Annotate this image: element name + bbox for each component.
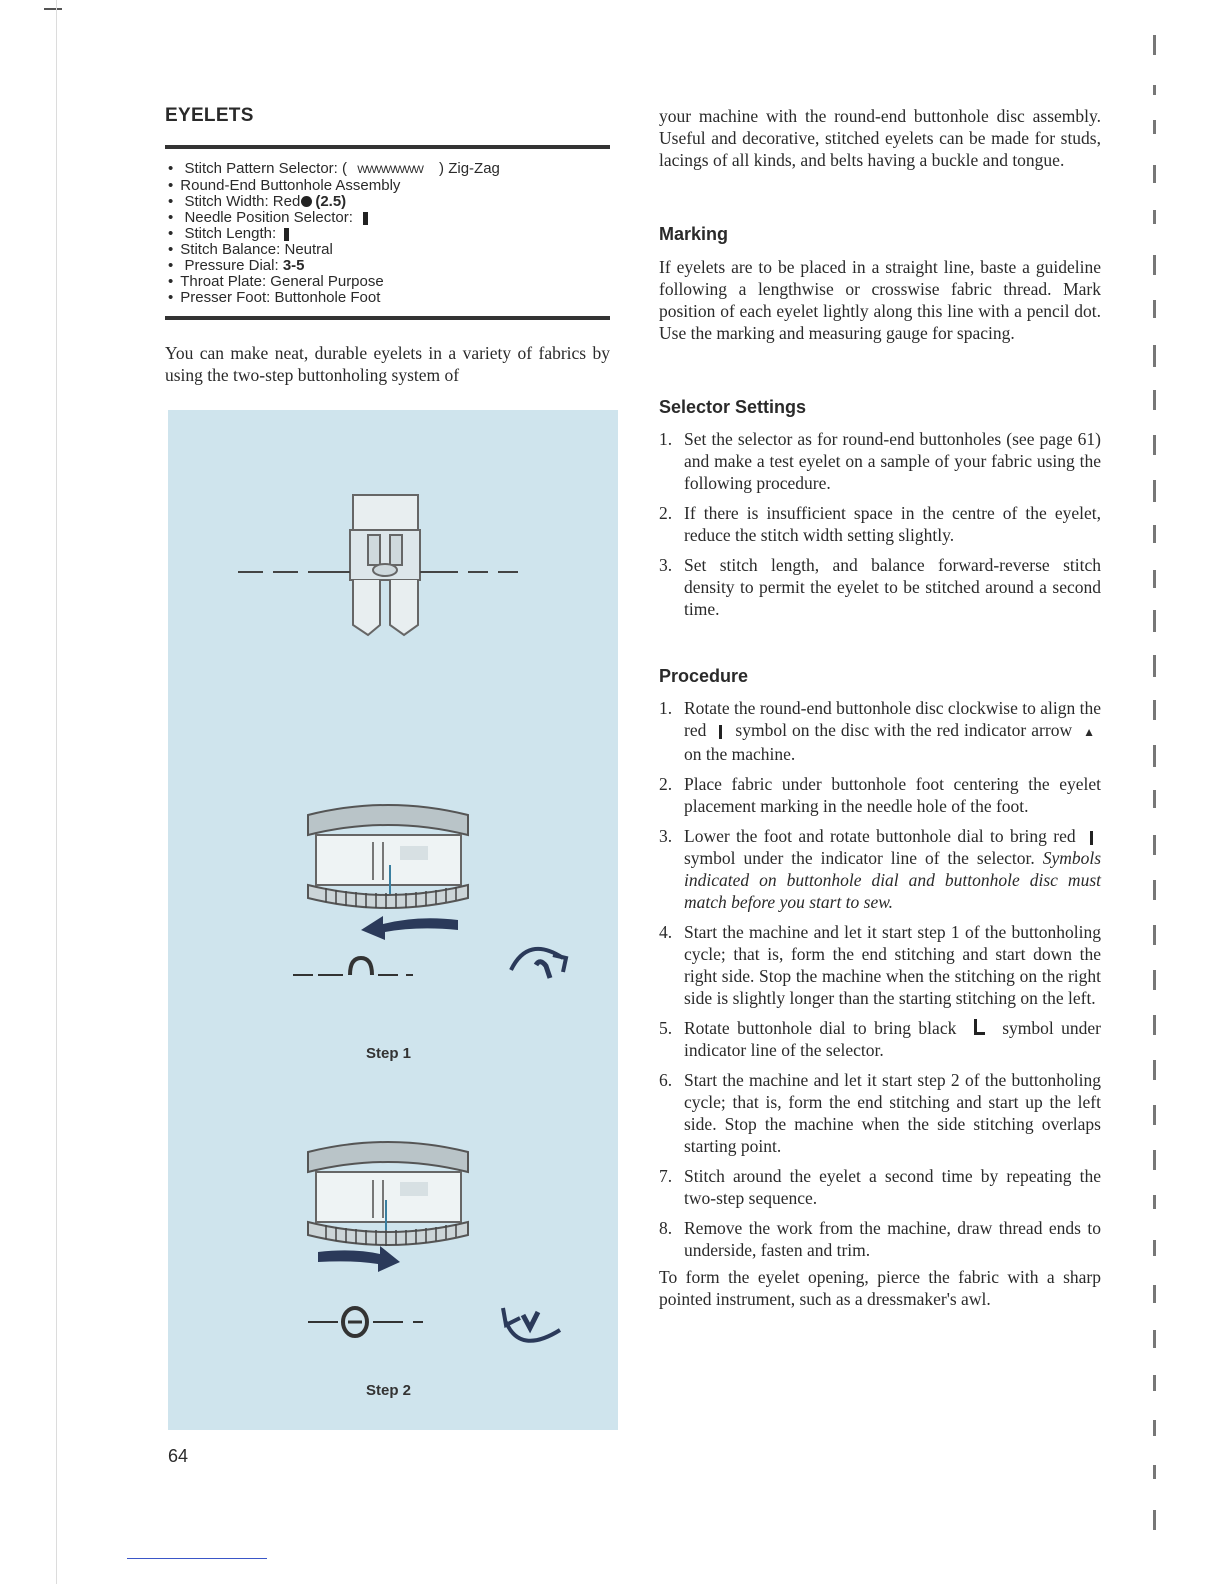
setting-pressure-label: Pressure Dial: [184,257,279,274]
step-text: Stitch around the eyelet a second time by repeating the two-step sequence. [684,1166,1101,1208]
dial-step2-icon [308,1142,468,1246]
step-text: Start the machine and let it start step 1 of the buttonholing cycle; that is, form the end stitching and start down the right side. Stop the machine when the stitching on the right side is slightly longer than the starting stitching on the left. [684,922,1101,1008]
step-number: 1. [659,429,673,449]
step-text: on the machine. [684,744,796,764]
step-number: 3. [659,555,673,575]
step-number: 2. [659,503,673,523]
rotate-clockwise-icon [511,949,566,978]
arrow-right-icon [318,1246,400,1272]
red-dot-icon [301,196,312,207]
intro-paragraph: You can make neat, durable eyelets in a variety of fabrics by using the two-step buttonholing system of [165,343,610,385]
rotate-counterclockwise-icon [503,1308,560,1341]
procedure-step [659,825,1101,913]
procedure-step [659,1165,1101,1209]
setting-pressure [165,258,610,274]
dial-step1-icon [308,805,468,909]
step-number: 5. [659,1018,673,1038]
zigzag-symbol: WWWWWWW [357,164,423,176]
step-note: Symbols indicated on buttonhole dial and buttonhole disc must match before you start to sew. [684,848,1102,912]
setting-width-value: (2.5) [315,193,347,210]
red-bar-symbol-icon [719,725,722,739]
setting-assembly: • Round-End Buttonhole Assembly [165,178,610,194]
step-text: symbol under the indicator line of the selector. [684,848,1035,868]
setting-pattern-value: ) Zig-Zag [439,160,500,177]
setting-length-label: Stitch Length: [184,225,277,242]
step-text: If there is insufficient space in the centre of the eyelet, reduce the stitch width setting slightly. [684,503,1101,545]
step-text: symbol on the disc with the red indicator arrow [735,720,1073,740]
illustration-svg [168,410,618,1430]
setting-throat: • Throat Plate: General Purpose [165,274,610,290]
step-number: 6. [659,1070,673,1090]
selector-step [659,428,1101,494]
setting-needle [165,210,610,226]
step-text: Remove the work from the machine, draw thread ends to underside, fasten and trim. [684,1218,1101,1260]
selector-step [659,502,1101,546]
top-rule [165,145,610,149]
step-text: Set the selector as for round-end buttonholes (see page 61) and make a test eyelet on a sample of your fabric using the following procedure. [684,429,1101,493]
settings-list [165,161,610,306]
step1-label: Step 1 [366,1045,412,1062]
setting-width-label: Stitch Width: Red [184,193,301,210]
setting-foot: • Presser Foot: Buttonhole Foot [165,290,610,306]
step2-label: Step 2 [366,1382,412,1399]
procedure-steps [659,697,1101,1261]
page-number: 64 [168,1446,189,1466]
continuation-paragraph: your machine with the round-end buttonhole disc assembly. Useful and decorative, stitched eyelets can be made for studs, lacings of all kinds, and belts having a buckle and tongue. [659,106,1101,170]
step-text: symbol under indicator line of the selector. [684,1018,1101,1060]
illustration-panel [168,410,618,1430]
right-column [659,105,1101,1310]
procedure-heading: Procedure [659,666,749,686]
step-number: 7. [659,1166,673,1186]
step-number: 3. [659,826,673,846]
black-l-symbol-icon [974,1019,985,1035]
selector-steps [659,428,1101,620]
setting-pattern [165,161,610,178]
step-number: 1. [659,698,673,718]
step-text: Rotate the round-end buttonhole disc clockwise to align the red [684,698,1101,740]
step-text: Set stitch length, and balance forward-reverse stitch density to permit the eyelet to be stitched around a second time. [684,555,1101,619]
step-number: 2. [659,774,673,794]
page-edge-line [56,0,57,1584]
step-text: Lower the foot and rotate buttonhole dial to bring red [684,826,1076,846]
presser-foot-icon [350,495,420,635]
stitch-length-icon [284,228,289,241]
procedure-step [659,1017,1101,1061]
procedure-step [659,1069,1101,1157]
setting-pressure-value: 3-5 [282,257,305,274]
arrow-left-icon [361,916,458,940]
setting-width [165,194,610,210]
setting-balance: • Stitch Balance: Neutral [165,242,610,258]
step-text: Start the machine and let it start step 2 of the buttonholing cycle; that is, form the end stitching and start up the left side. Stop the machine when the side stitching overlaps starting point. [684,1070,1101,1156]
closing-paragraph: To form the eyelet opening, pierce the fabric with a sharp pointed instrument, such as a dressmaker's awl. [659,1267,1101,1309]
step-text: Place fabric under buttonhole foot centering the eyelet placement marking in the needle hole of the foot. [684,774,1101,816]
corner-mark [44,8,62,10]
section-title: EYELETS [165,105,254,126]
procedure-step [659,921,1101,1009]
eyelet-step1-icon [293,958,413,975]
left-column [165,105,610,386]
needle-position-icon [363,212,368,225]
marking-heading: Marking [659,224,729,244]
selector-heading: Selector Settings [659,397,807,417]
bottom-link-line [127,1558,267,1559]
triangle-arrow-icon: ▲ [1083,725,1096,739]
page-edge-marks [1148,0,1162,1584]
setting-length [165,226,610,242]
procedure-step [659,697,1101,765]
step-number: 4. [659,922,673,942]
procedure-step [659,1217,1101,1261]
setting-pattern-label: Stitch Pattern Selector: ( [184,160,348,177]
setting-needle-label: Needle Position Selector: [184,209,353,226]
step-text: Rotate buttonhole dial to bring black [684,1018,957,1038]
step-number: 8. [659,1218,673,1238]
procedure-step [659,773,1101,817]
eyelet-step2-icon [308,1308,423,1336]
red-bar-symbol-icon [1090,831,1093,845]
bottom-rule [165,316,610,320]
selector-step [659,554,1101,620]
marking-paragraph: If eyelets are to be placed in a straight line, baste a guideline following a lengthwise or crosswise fabric thread. Mark position of each eyelet lightly along this line with a pencil dot. Use the marking and measuring gauge for spacing. [659,257,1101,343]
